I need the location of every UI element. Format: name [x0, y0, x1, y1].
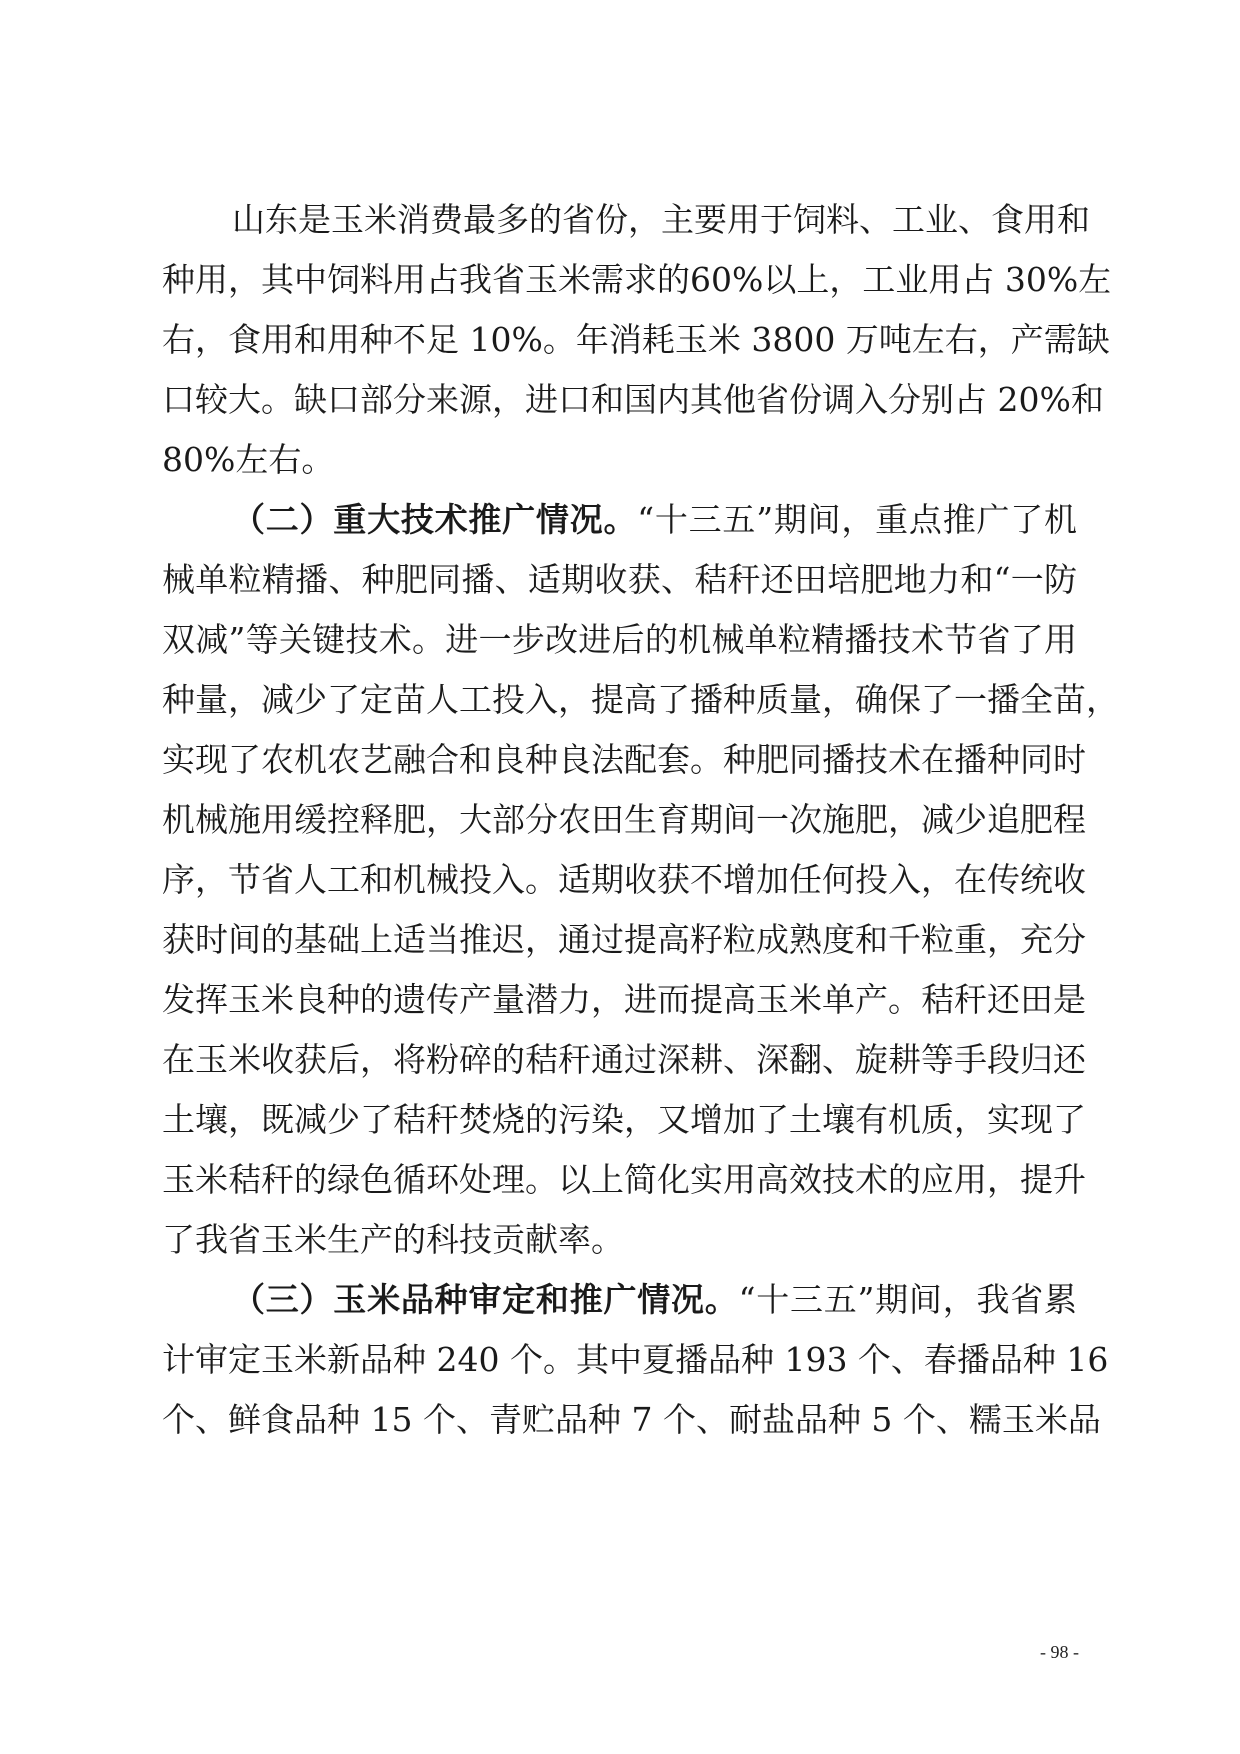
paragraph-2-line-2: 械单粒精播、种肥同播、适期收获、秸秆还田培肥地力和“一防 [162, 560, 1077, 599]
paragraph-2-line-11: 土壤，既减少了秸秆焚烧的污染，又增加了土壤有机质，实现了 [162, 1100, 1086, 1139]
section-heading-2: （二）重大技术推广情况。 [232, 500, 638, 539]
paragraph-2-line-10: 在玉米收获后，将粉碎的秸秆通过深耕、深翻、旋耕等手段归还 [162, 1040, 1086, 1079]
paragraph-2-line-13: 了我省玉米生产的科技贡献率。 [162, 1220, 624, 1259]
paragraph-2-line-6: 机械施用缓控释肥，大部分农田生育期间一次施肥，减少追肥程 [162, 800, 1086, 839]
paragraph-2-line-8: 获时间的基础上适当推迟，通过提高籽粒成熟度和千粒重，充分 [162, 920, 1086, 959]
paragraph-2-line-12: 玉米秸秆的绿色循环处理。以上简化实用高效技术的应用，提升 [162, 1160, 1086, 1199]
paragraph-1-line-3: 右，食用和用种不足 10%。年消耗玉米 3800 万吨左右，产需缺 [162, 320, 1110, 359]
paragraph-3-line-3: 个、鲜食品种 15 个、青贮品种 7 个、耐盐品种 5 个、糯玉米品 [162, 1400, 1101, 1439]
paragraph-2-line-1 [232, 498, 1077, 542]
paragraph-1-line-5: 80%左右。 [162, 440, 335, 479]
section-heading-3: （三）玉米品种审定和推广情况。 [232, 1280, 739, 1319]
paragraph-2-line-5: 实现了农机农艺融合和良种良法配套。种肥同播技术在播种同时 [162, 740, 1086, 779]
paragraph-3-first-rest: “十三五”期间，我省累 [738, 1280, 1078, 1319]
paragraph-1-line-2: 种用，其中饲料用占我省玉米需求的60%以上，工业用占 30%左 [162, 260, 1112, 299]
paragraph-2-line-4: 种量，减少了定苗人工投入，提高了播种质量，确保了一播全苗， [162, 680, 1119, 719]
paragraph-2-line-9: 发挥玉米良种的遗传产量潜力，进而提高玉米单产。秸秆还田是 [162, 980, 1086, 1019]
paragraph-1-line-1: 山东是玉米消费最多的省份，主要用于饲料、工业、食用和 [232, 200, 1090, 239]
paragraph-2-line-3: 双减”等关键技术。进一步改进后的机械单粒精播技术节省了用 [162, 620, 1077, 659]
paragraph-2-first-rest: “十三五”期间，重点推广了机 [637, 500, 1078, 539]
paragraph-3-line-1 [232, 1278, 1077, 1322]
paragraph-2-line-7: 序，节省人工和机械投入。适期收获不增加任何投入，在传统收 [162, 860, 1086, 899]
paragraph-1-line-4: 口较大。缺口部分来源，进口和国内其他省份调入分别占 20%和 [162, 380, 1104, 419]
paragraph-3-line-2: 计审定玉米新品种 240 个。其中夏播品种 193 个、春播品种 16 [162, 1340, 1109, 1379]
page-number: - 98 - [1040, 1642, 1079, 1662]
